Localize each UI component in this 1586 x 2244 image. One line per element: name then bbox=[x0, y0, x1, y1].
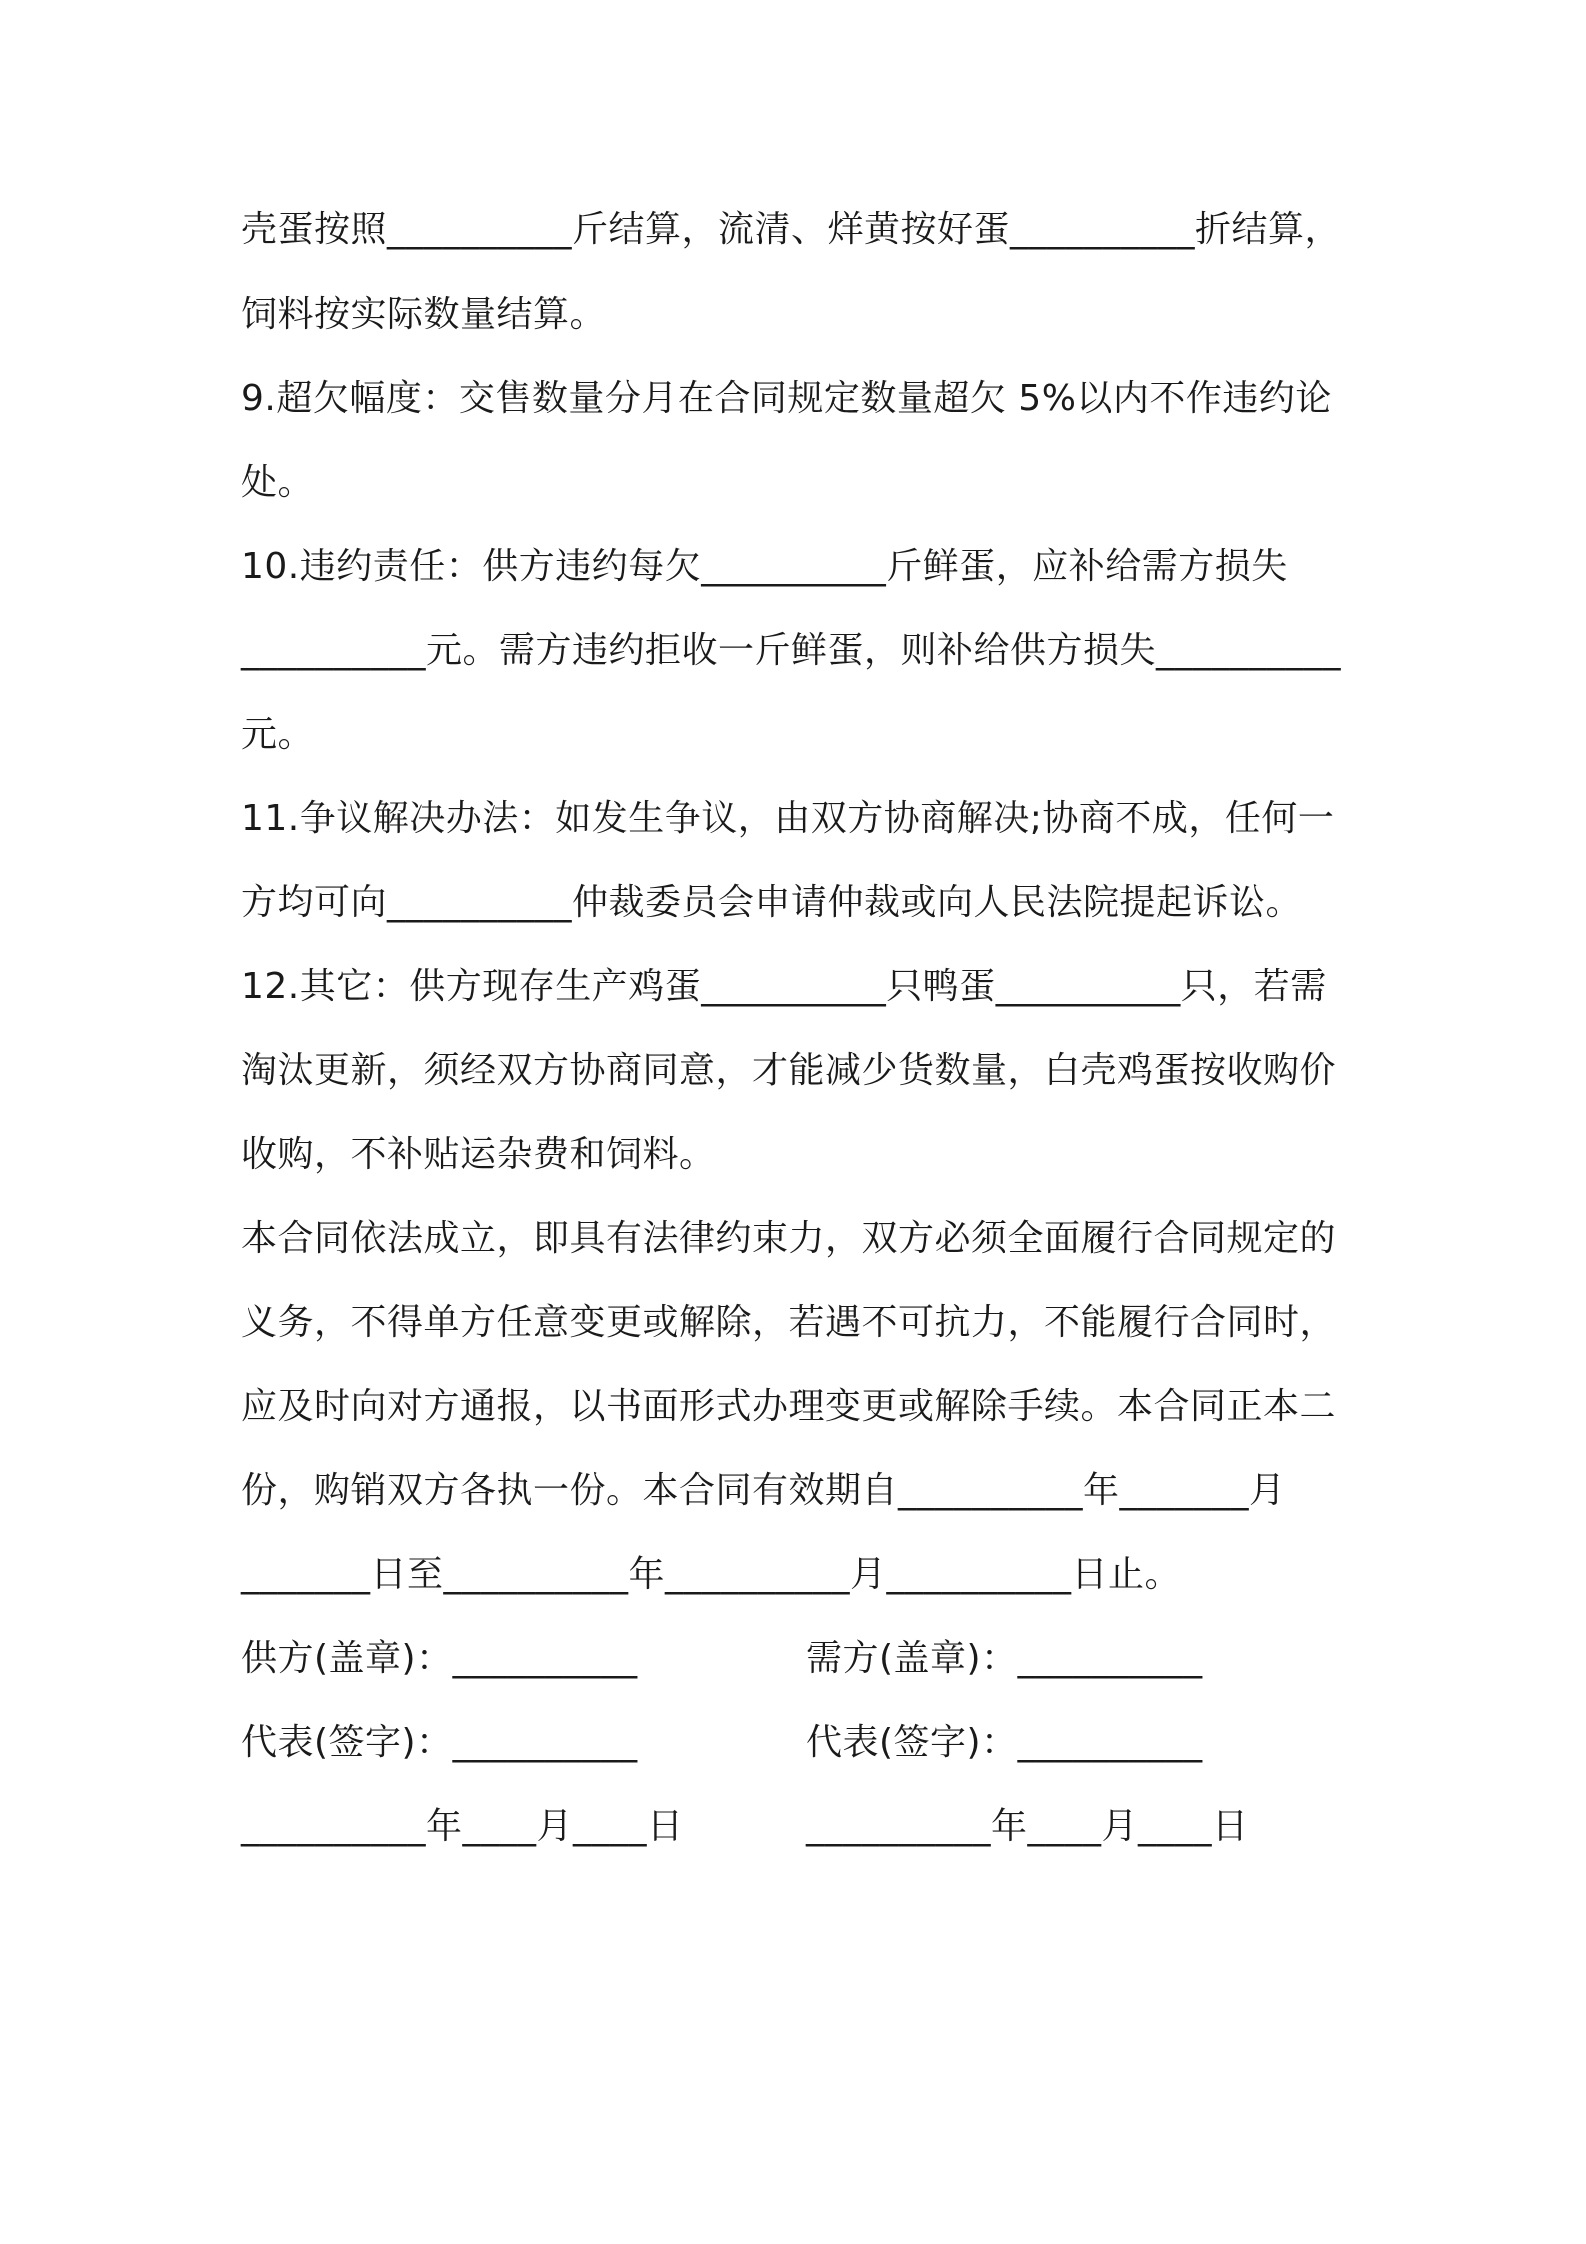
supplier-date-field: __________年____月____日 bbox=[241, 1806, 684, 1847]
text-line: __________元。需方违约拒收一斤鲜蛋，则补给供方损失__________ bbox=[241, 630, 1342, 671]
clause-9-heading: 9.超欠幅度：交售数量分月在合同规定数量超欠 5%以内不作违约论 bbox=[241, 378, 1332, 419]
clause-12-heading: 12.其它：供方现存生产鸡蛋__________只鸭蛋__________只，若需 bbox=[241, 966, 1327, 1007]
text-line: 壳蛋按照__________斤结算，流清、烊黄按好蛋__________折结算， bbox=[241, 209, 1342, 250]
clause-11-heading: 11.争议解决办法：如发生争议，由双方协商解决;协商不成，任何一 bbox=[241, 798, 1335, 839]
text-line: 饲料按实际数量结算。 bbox=[241, 294, 607, 335]
closing-paragraph-line: _______日至__________年__________月__________日止。 bbox=[241, 1554, 1182, 1595]
buyer-seal-field: 需方(盖章)：__________ bbox=[806, 1638, 1203, 1679]
closing-paragraph-line: 义务，不得单方任意变更或解除，若遇不可抗力，不能履行合同时， bbox=[241, 1302, 1337, 1343]
text-line: 方均可向__________仲裁委员会申请仲裁或向人民法院提起诉讼。 bbox=[241, 882, 1303, 923]
text-line: 处。 bbox=[241, 462, 315, 503]
closing-paragraph-line: 份，购销双方各执一份。本合同有效期自__________年_______月 bbox=[241, 1470, 1286, 1511]
closing-paragraph-line: 应及时向对方通报，以书面形式办理变更或解除手续。本合同正本二 bbox=[241, 1386, 1337, 1427]
closing-paragraph-line: 本合同依法成立，即具有法律约束力，双方必须全面履行合同规定的 bbox=[241, 1218, 1337, 1259]
buyer-date-field: __________年____月____日 bbox=[806, 1806, 1249, 1847]
clause-10-heading: 10.违约责任：供方违约每欠__________斤鲜蛋，应补给需方损失 bbox=[241, 546, 1288, 587]
text-line: 淘汰更新，须经双方协商同意，才能减少货数量，白壳鸡蛋按收购价 bbox=[241, 1050, 1337, 1091]
text-line: 收购，不补贴运杂费和饲料。 bbox=[241, 1134, 716, 1175]
supplier-representative-field: 代表(签字)：__________ bbox=[241, 1722, 638, 1763]
text-line: 元。 bbox=[241, 714, 315, 755]
buyer-representative-field: 代表(签字)：__________ bbox=[806, 1722, 1203, 1763]
supplier-seal-field: 供方(盖章)：__________ bbox=[241, 1638, 638, 1679]
